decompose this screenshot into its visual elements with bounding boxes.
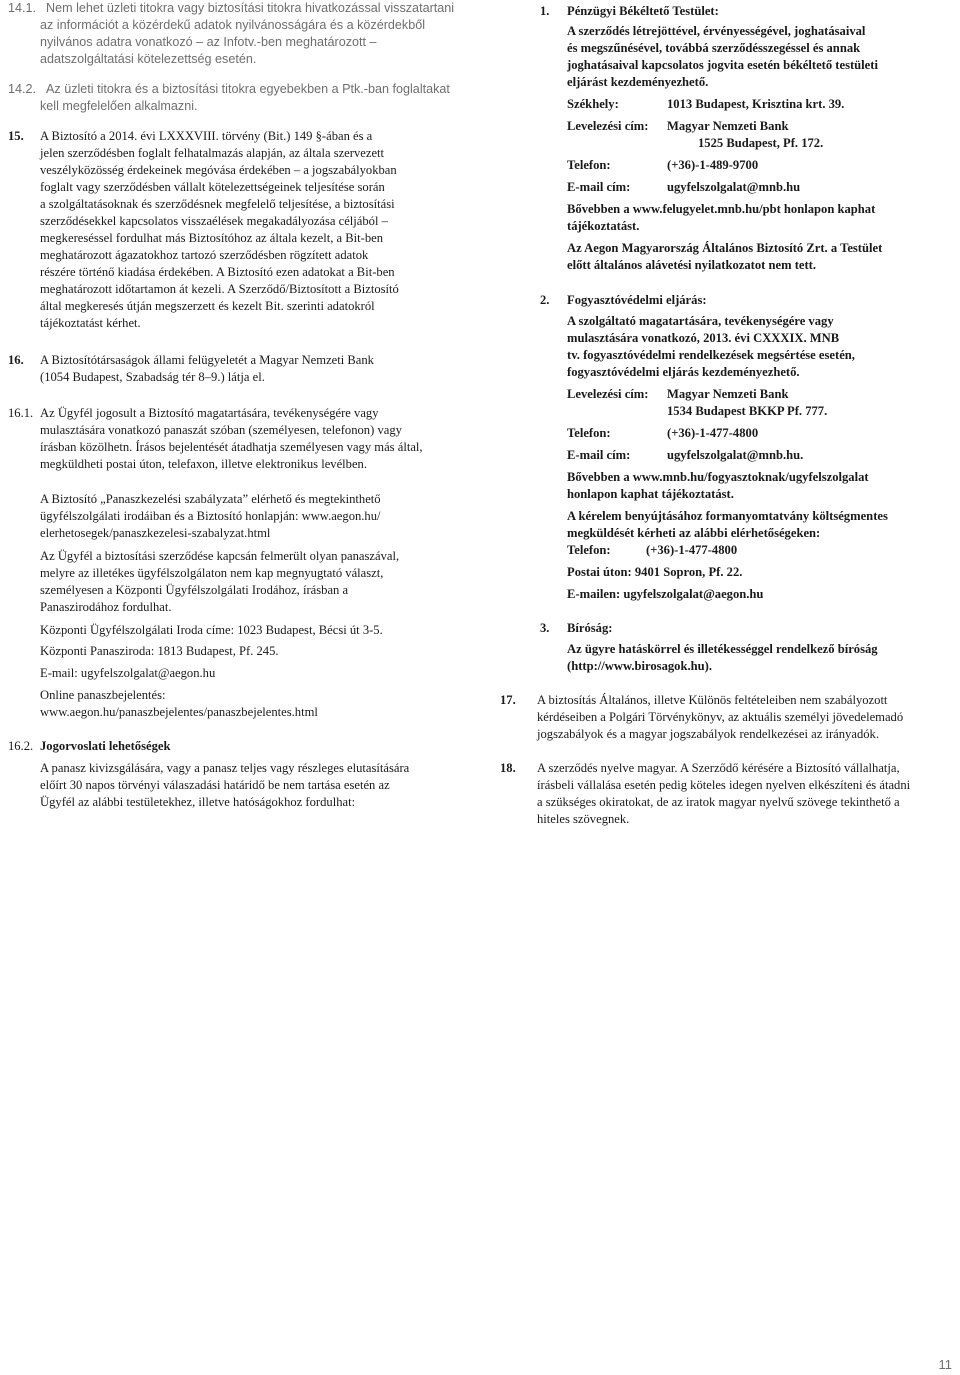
postal-address: Postai úton: 9401 Sopron, Pf. 22. — [567, 565, 743, 579]
item-number: 3. — [540, 621, 550, 635]
phone-value: (+36)-1-477-4800 — [667, 426, 759, 440]
paragraph-line: Nem lehet üzleti titokra vagy biztosítási titokra hivatkozással visszatartani — [46, 1, 455, 15]
paragraph-line: adatszolgáltatási kötelezettség esetén. — [40, 52, 257, 66]
section-number: 16.1. — [8, 406, 34, 420]
section-title: Jogorvoslati lehetőségek — [40, 739, 171, 753]
paragraph-line: Az ügyre hatáskörrel és illetékességgel rendelkező bíróság — [567, 642, 878, 656]
paragraph-line: mulasztására vonatkozó panaszát szóban (személyesen, telefonon) vagy — [40, 423, 402, 437]
phone-label: Telefon: — [567, 158, 611, 172]
paragraph-line: által megkeresés útján megszerzett és kezelt Bit. szerinti adatokról — [40, 299, 375, 313]
phone-value: (+36)-1-489-9700 — [667, 158, 759, 172]
mail-label: Levelezési cím: — [567, 387, 649, 401]
paragraph-line: hiteles szövegnek. — [537, 812, 630, 826]
mail-value: Magyar Nemzeti Bank — [667, 387, 789, 401]
paragraph-line: Online panaszbejelentés: — [40, 688, 166, 702]
paragraph-line: elerhetosegek/panaszkezelesi-szabalyzat.html — [40, 526, 271, 540]
paragraph-line: A szolgáltató magatartására, tevékenységére vagy — [567, 314, 834, 328]
paragraph-line: veszélyközösség érdekeinek megóvása érdekében – a jogszabályokban — [40, 163, 397, 177]
section-number: 16. — [8, 353, 24, 367]
paragraph-line: előírt 30 napos törvényi válaszadási határidő be nem tartása esetén az — [40, 778, 390, 792]
more-info: Bővebben a www.felugyelet.mnb.hu/pbt honlapon kaphat — [567, 202, 876, 216]
item-title: Bíróság: — [567, 621, 613, 635]
item-number: 1. — [540, 4, 550, 18]
form-request: megküldését kérheti az alábbi elérhetőségeken: — [567, 526, 821, 540]
complaint-url: www.aegon.hu/panaszbejelentes/panaszbejelentes.html — [40, 705, 318, 719]
paragraph-line: Ügyfél az alábbi testületekhez, illetve hatóságokhoz fordulhat: — [40, 795, 356, 809]
email-value: ugyfelszolgalat@mnb.hu — [667, 180, 801, 194]
paragraph-line: A Biztosítótársaságok állami felügyeletét a Magyar Nemzeti Bank — [40, 353, 374, 367]
paragraph-line: kell megfelelően alkalmazni. — [40, 99, 198, 113]
section-number: 15. — [8, 129, 24, 143]
seat-value: 1013 Budapest, Krisztina krt. 39. — [667, 97, 845, 111]
paragraph-line: eljárást kezdeményezhető. — [567, 75, 709, 89]
paragraph-line: Az Ügyfél a biztosítási szerződése kapcsán felmerült olyan panaszával, — [40, 549, 400, 563]
mail-value: 1525 Budapest, Pf. 172. — [698, 136, 824, 150]
section-number: 17. — [500, 693, 516, 707]
paragraph-line: A Biztosító „Panaszkezelési szabályzata” elérhető és megtekinthető — [40, 492, 381, 506]
paragraph-line: A szerződés létrejöttével, érvényességével, joghatásaival — [567, 24, 866, 38]
seat-label: Székhely: — [567, 97, 619, 111]
paragraph-line: Panaszirodához fordulhat. — [40, 600, 172, 614]
section-number: 18. — [500, 761, 516, 775]
paragraph-line: mulasztására vonatkozó, 2013. évi CXXXIX. MNB — [567, 331, 840, 345]
more-info: tájékoztatást. — [567, 219, 640, 233]
paragraph-line: meghatározott időtartamon át kezeli. A Szerződő/Biztosított a Biztosító — [40, 282, 399, 296]
complaint-email: E-mail: ugyfelszolgalat@aegon.hu — [40, 666, 216, 680]
paragraph-line: Az üzleti titokra és a biztosítási titokra egyebekben a Ptk.-ban foglaltakat — [46, 82, 450, 96]
paragraph-line: ügyfélszolgálati irodáiban és a Biztosító honlapján: www.aegon.hu/ — [40, 509, 381, 523]
email-value: ugyfelszolgalat@mnb.hu. — [667, 448, 804, 462]
paragraph-line: szerződésekkel kapcsolatos visszaélések megakadályozása céljából – — [40, 214, 388, 228]
paragraph-line: joghatásaival kapcsolatos jogvita esetén békéltető testületi — [567, 58, 878, 72]
complaint-office: Központi Panasziroda: 1813 Budapest, Pf. 245. — [40, 644, 279, 658]
paragraph-line: a szolgáltatásoknak és szerződésnek megfelelő teljesítése, a biztosítási — [40, 197, 395, 211]
paragraph-line: (http://www.birosagok.hu). — [567, 659, 712, 673]
paragraph-line: megküldheti postai úton, telefaxon, illetve elektronikus levélben. — [40, 457, 368, 471]
aegon-statement: Az Aegon Magyarország Általános Biztosító Zrt. a Testület — [567, 241, 883, 255]
paragraph-line: és megszűnésével, továbbá szerződésszegéssel és annak — [567, 41, 861, 55]
office-address: Központi Ügyfélszolgálati Iroda címe: 1023 Budapest, Bécsi út 3-5. — [40, 623, 383, 637]
paragraph-line: melyre az illetékes ügyfélszolgálaton nem kap megnyugtató választ, — [40, 566, 384, 580]
aegon-statement: előtt általános alávetési nyilatkozatot nem tett. — [567, 258, 817, 272]
paragraph-line: (1054 Budapest, Szabadság tér 8–9.) látja el. — [40, 370, 265, 384]
paragraph-line: A biztosítás Általános, illetve Különös feltételeiben nem szabályozott — [537, 693, 888, 707]
paragraph-line: Az Ügyfél jogosult a Biztosító magatartására, tevékenységére vagy — [40, 406, 379, 420]
section-number: 14.2. — [8, 82, 37, 96]
email-label: E-mail cím: — [567, 448, 631, 462]
paragraph-line: jelen szerződésben foglalt felhatalmazás alapján, az általa szervezett — [40, 146, 385, 160]
item-title: Pénzügyi Békéltető Testület: — [567, 4, 719, 18]
paragraph-line: A Biztosító a 2014. évi LXXXVIII. törvény (Bit.) 149 §-ában és a — [40, 129, 373, 143]
more-info: honlapon kaphat tájékoztatást. — [567, 487, 734, 501]
mail-value: 1534 Budapest BKKP Pf. 777. — [667, 404, 828, 418]
paragraph-line: az információt a közérdekű adatok nyilvánosságára és a közérdekből — [40, 18, 426, 32]
paragraph-line: jogszabályok és a magyar jogszabályok rendelkezései az irányadók. — [537, 727, 879, 741]
paragraph-line: fogyasztóvédelmi eljárás kezdeményezhető. — [567, 365, 800, 379]
paragraph-line: meghatározott ágazatokhoz tartozó szerződésben rögzített adatok — [40, 248, 369, 262]
paragraph-line: megkereséssel fordulhat más Biztosítóhoz az általa kezelt, a Bit-ben — [40, 231, 384, 245]
email-label: E-mail cím: — [567, 180, 631, 194]
more-info: Bővebben a www.mnb.hu/fogyasztoknak/ugyfelszolgalat — [567, 470, 869, 484]
paragraph-line: részére történő kiadása érdekében. A Biztosító ezen adatokat a Bit-ben — [40, 265, 395, 279]
item-title: Fogyasztóvédelmi eljárás: — [567, 293, 707, 307]
phone-label: Telefon: — [567, 543, 611, 557]
paragraph-line: kérdéseiben a Polgári Törvénykönyv, az aktuális személyi jövedelemadó — [537, 710, 904, 724]
email-line: E-mailen: ugyfelszolgalat@aegon.hu — [567, 587, 764, 601]
mail-value: Magyar Nemzeti Bank — [667, 119, 789, 133]
item-number: 2. — [540, 293, 550, 307]
paragraph-line: foglalt vagy szerződésben vállalt kötelezettségeinek teljesítése során — [40, 180, 385, 194]
section-number: 16.2. — [8, 739, 34, 753]
paragraph-line: a szükséges okiratokat, de az iratok magyar nyelvű szövege tekinthető a — [537, 795, 900, 809]
paragraph-line: személyesen a Központi Ügyfélszolgálati Irodához, írásban a — [40, 583, 349, 597]
form-request: A kérelem benyújtásához formanyomtatvány költségmentes — [567, 509, 888, 523]
paragraph-line: A panasz kivizsgálására, vagy a panasz teljes vagy részleges elutasítására — [40, 761, 410, 775]
paragraph-line: tv. fogyasztóvédelmi rendelkezések megsértése esetén, — [567, 348, 855, 362]
section-number: 14.1. — [8, 1, 37, 15]
phone-label: Telefon: — [567, 426, 611, 440]
paragraph-line: írásban közölhetn. Írásos bejelentését átadhatja személyesen vagy más által, — [40, 440, 423, 454]
phone-value: (+36)-1-477-4800 — [646, 543, 738, 557]
mail-label: Levelezési cím: — [567, 119, 649, 133]
paragraph-line: tájékoztatást kérhet. — [40, 316, 141, 330]
paragraph-line: nyilvános adatra vonatkozó – az Infotv.-ben meghatározott – — [40, 35, 377, 49]
paragraph-line: A szerződés nyelve magyar. A Szerződő kérésére a Biztosító vállalhatja, — [537, 761, 900, 775]
paragraph-line: írásbeli vállalása esetén pedig köteles idegen nyelven elkészíteni és átadni — [537, 778, 911, 792]
page-number: 11 — [938, 1357, 952, 1372]
